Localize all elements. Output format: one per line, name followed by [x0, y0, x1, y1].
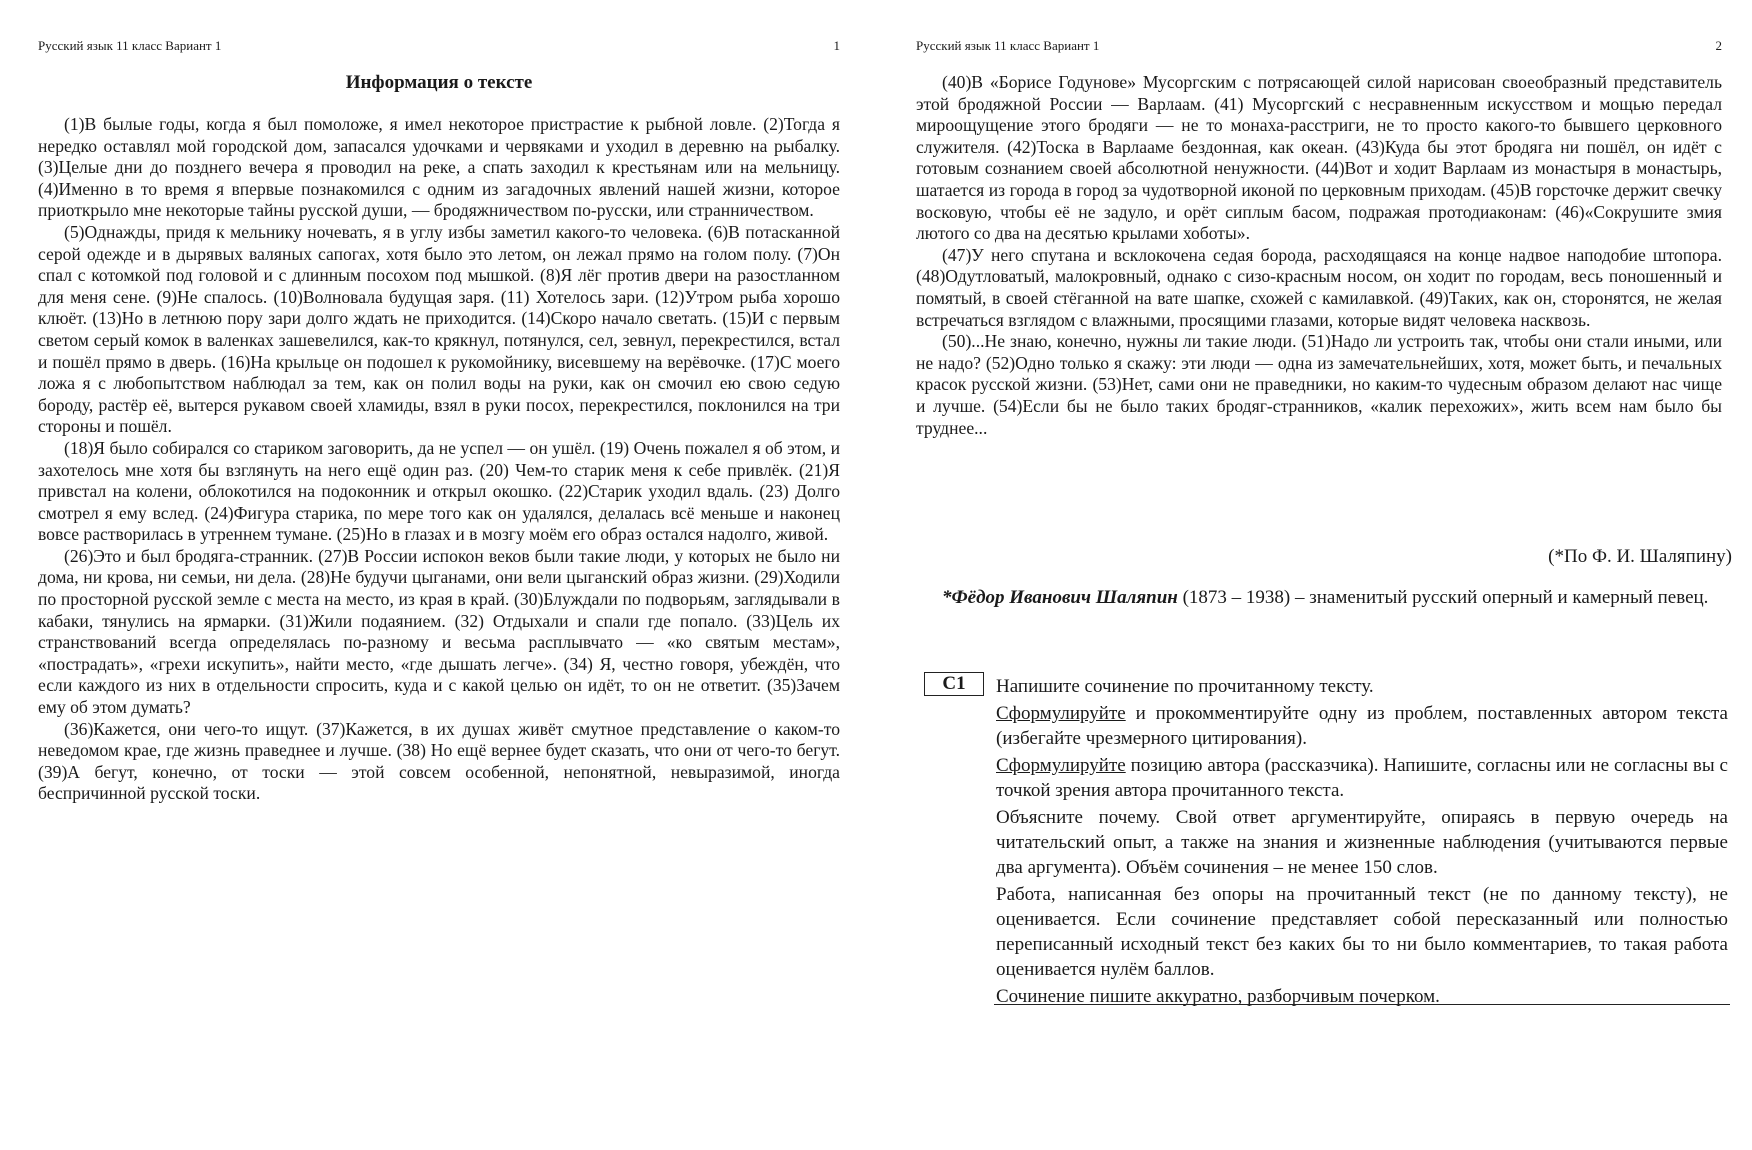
task-item — [996, 753, 1728, 803]
running-head-text: Русский язык 11 класс Вариант 1 — [38, 38, 222, 53]
task-item-text: и прокомментируйте одну из проблем, поставленных автором текста (избегайте чрезмерного цитирования). — [996, 703, 1728, 749]
task-keyword: Сформулируйте — [996, 703, 1126, 724]
running-head — [38, 38, 840, 54]
task-instructions — [996, 674, 1728, 1009]
paragraph: (47)У него спутана и всклокочена седая борода, расходящаяся на конце надвое наподобие штопора. (48)Одутловатый, малокровный, однако с сизо-красным носом, он ходит по городам, весь поношенный и помятый, в своей стёганной на вате шапке, схожей с камилавкой. (49)Таких, как он, сторонятся, не желая встречаться взглядом с влажными, просящими глазами, которые видят человека насквозь. — [916, 244, 1722, 330]
page-number: 1 — [833, 38, 840, 53]
task-label: С1 — [924, 672, 984, 696]
text-body — [916, 72, 1722, 439]
author-note — [916, 586, 1722, 609]
paragraph: (36)Кажется, они чего-то ищут. (37)Кажется, в их душах живёт смутное представление о каком-то неведомом крае, где жизнь праведнее и лучше. (38) Но ещё вернее будет сказать, что они от чего-то бегут. (39)А бегут, конечно, от тоски — этой совсем особенной, непонятной, невыразимой, иногда беспричинной русской тоски. — [38, 718, 840, 804]
page-2 — [916, 0, 1732, 1150]
page-title: Информация о тексте — [345, 72, 533, 93]
paragraph: (50)...Не знаю, конечно, нужны ли такие люди. (51)Надо ли устроить так, чтобы они стали иными, или не надо? (52)Одно только я скажу: эти люди — одна из замечательнейших, хотя, может быть, и печальных красок русской жизни. (53)Нет, сами они не праведники, но каким-то чудесным образом делают нас чище и лучше. (54)Если бы не было таких бродяг-странников, «калик перехожих», жить всем нам было бы труднее... — [916, 331, 1722, 438]
paragraph: (5)Однажды, придя к мельнику ночевать, я в углу избы заметил какого-то человека. (6)В потасканной серой одежде и в дырявых валяных сапогах, хотя было это летом, он лежал прямо на голом полу. (7)Он спал с котомкой под головой и с длинным посохом под мышкой. (8)Я лёг против двери на разостланном для меня сене. (9)Не спалось. (10)Волновала будущая заря. (11) Хотелось зари. (12)Утром рыба хорошо клюёт. (13)Но в летнюю пору зари долго ждать не приходится. (14)Скоро начало светать. (15)И с первым светом серый комок в валенках зашевелился, как-то крякнул, потянулся, сел, зевнул, перекрестился, встал и пошёл прямо в дверь. (16)На крыльце он подошел к рукомойнику, висевшему на верёвочке. (17)С моего ложа я с любопытством наблюдал за тем, как он полил воды на руки, как он смочил ею свою седую бороду, растёр её, вытерся рукавом своей хламиды, взял в руки посох, перекрестился, поклонился на три стороны и пошёл. — [38, 221, 840, 437]
page-number: 2 — [1715, 38, 1722, 53]
attribution: (*По Ф. И. Шаляпину) — [1548, 546, 1732, 567]
paragraph: (40)В «Борисе Годунове» Мусоргским с потрясающей силой нарисован своеобразный представитель этой бродяжной России — Варлаам. (41) Мусоргский с несравненным искусством и мощью передал мироощущение этого бродяги — не то монаха-расстриги, не то просто какого-то бывшего церковного служителя. (42)Тоска в Варлааме бездонная, как океан. (43)Куда бы этот бродяга ни пошёл, он идёт с готовым сознанием своей абсолютной ненужности. (44)Вот и ходит Варлаам из монастыря в монастырь, шатается из города в город за чудотворной иконой по церковным приходам. (45)В горсточке держит свечку восковую, чтобы её не задуло, и орёт сиплым басом, подражая протодиаконам: (46)«Сокрушите змия лютого со два на десятью крылами хоботы». — [916, 72, 1722, 244]
task-item: Объясните почему. Свой ответ аргументируйте, опираясь в первую очередь на читательский опыт, а также на знания и жизненные наблюдения (учитываются первые два аргумента). Объём сочинения – не менее 150 слов. — [996, 807, 1728, 878]
author-note-text: (1873 – 1938) – знаменитый русский оперный и камерный певец. — [1177, 587, 1709, 608]
task-item: Сочинение пишите аккуратно, разборчивым почерком. — [996, 986, 1440, 1007]
paragraph: (1)В былые годы, когда я был помоложе, я имел некоторое пристрастие к рыбной ловле. (2)Тогда я нередко оставлял мой городской дом, запасался удочками и червяками и уходил в деревню на рыбалку. (3)Целые дни до позднего вечера я проводил на реке, а спать заходил к крестьянам или на мельницу. (4)Именно в то время я впервые познакомился с одним из загадочных явлений нашей жизни, которое приоткрыло мне некоторые тайны русской души, — бродяжничеством по-русски, или странничеством. — [38, 114, 840, 221]
task-item — [996, 701, 1728, 751]
text-body — [38, 114, 840, 805]
page-1 — [38, 0, 840, 1150]
task-divider — [994, 1004, 1730, 1005]
task-item: Работа, написанная без опоры на прочитанный текст (не по данному тексту), не оценивается. Если сочинение представляет собой пересказанный или полностью переписанный исходный текст без каких бы то ни было комментариев, то такая работа оценивается нулём баллов. — [996, 884, 1728, 980]
author-name: *Фёдор Иванович Шаляпин — [942, 587, 1178, 608]
running-head-text: Русский язык 11 класс Вариант 1 — [916, 38, 1100, 53]
paragraph: (18)Я было собирался со стариком заговорить, да не успел — он ушёл. (19) Очень пожалел я об этом, и захотелось мне хотя бы взглянуть на него ещё один раз. (20) Чем-то старик меня к себе привлёк. (21)Я привстал на колени, облокотился на подоконник и открыл окошко. (22)Старик уходил вдаль. (23) Долго смотрел я ему вслед. (24)Фигура старика, по мере того как он удалялся, делалась всё меньше и наконец вовсе растворилась в утреннем тумане. (25)Но в глазах и в мозгу моём его образ остался надолго, живой. — [38, 437, 840, 545]
task-keyword: Сформулируйте — [996, 755, 1126, 776]
task-intro: Напишите сочинение по прочитанному тексту. — [996, 676, 1374, 697]
running-head — [916, 38, 1722, 54]
paragraph: (26)Это и был бродяга-странник. (27)В России испокон веков были такие люди, у которых не было ни дома, ни крова, ни семьи, ни дела. (28)Не будучи цыганами, они вели цыганский образ жизни. (29)Ходили по просторной русской земле с места на место, из края в край. (30)Блуждали по подворьям, заглядывали в кабаки, тянулись на ярмарки. (31)Жили подаянием. (32) Отдыхали и спали где попало. (33)Цель их странствований всегда определялась по-разному и весьма расплывчато — «ко святым местам», «пострадать», «грехи искупить», найти место, «где дышать легче». (34) Я, честно говоря, убеждён, что если каждого из них в отдельности спросить, куда и с какой целью он идёт, то он не ответит. (35)Зачем ему об этом думать? — [38, 545, 840, 718]
task-item-text: позицию автора (рассказчика). Напишите, согласны или не согласны вы с точкой зрения автора прочитанного текста. — [996, 755, 1728, 801]
